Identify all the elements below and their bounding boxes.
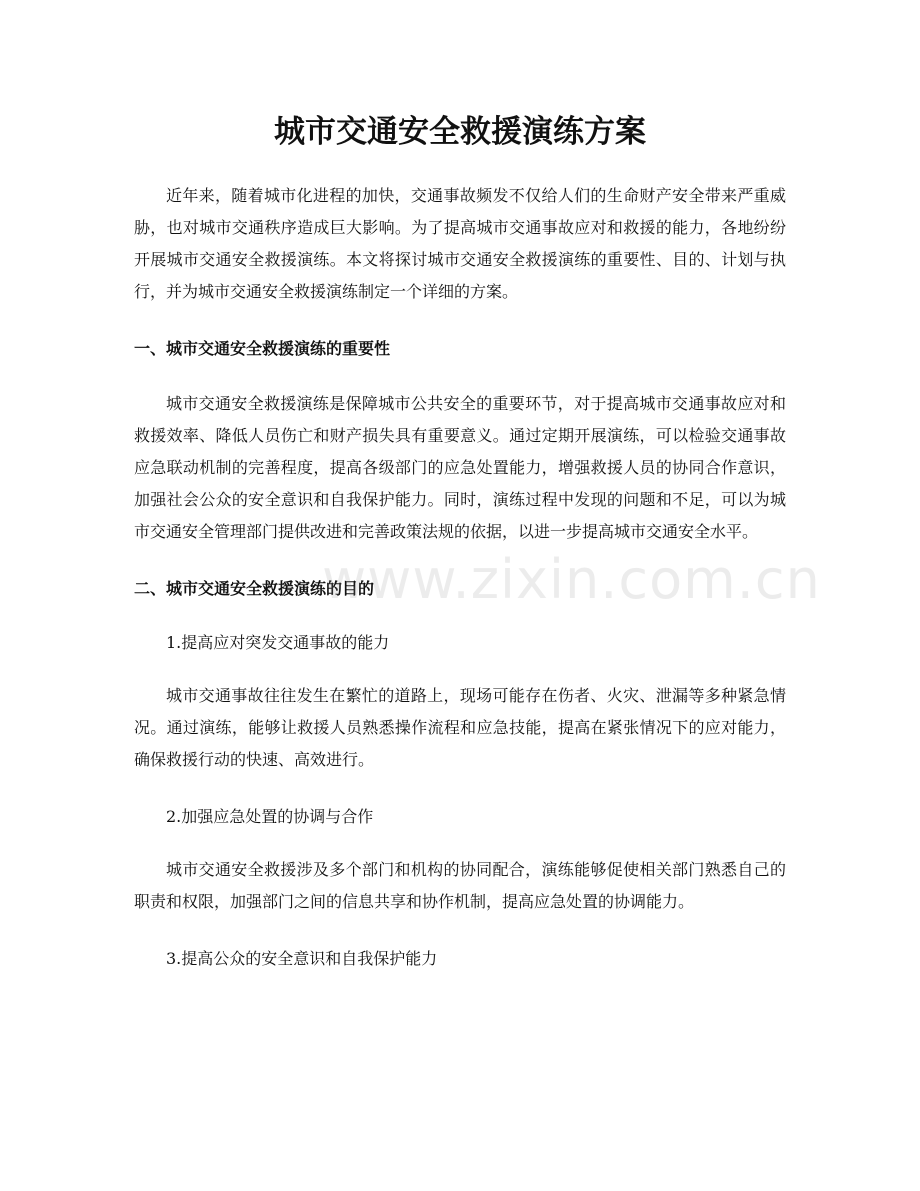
section-heading-purpose: 二、城市交通安全救援演练的目的 <box>134 579 375 598</box>
watermark: www.zixin.com.cn <box>322 548 821 611</box>
intro-paragraph: 近年来，随着城市化进程的加快，交通事故频发不仅给人们的生命财产安全带来严重威胁，也对城市交通秩序造成巨大影响。为了提高城市交通事故应对和救援的能力，各地纷纷开展城市交通安全救援演练。本文将探讨城市交通安全救援演练的重要性、目的、计划与执行，并为城市交通安全救援演练制定一个详细的方案。 <box>134 186 786 301</box>
section-heading-importance: 一、城市交通安全救援演练的重要性 <box>134 339 391 358</box>
subsection-heading-1: 1.提高应对突发交通事故的能力 <box>166 633 390 652</box>
document-title: 城市交通安全救援演练方案 <box>274 114 646 150</box>
subsection-paragraph-2: 城市交通安全救援涉及多个部门和机构的协同配合，演练能够促使相关部门熟悉自己的职责和权限，加强部门之间的信息共享和协作机制，提高应急处置的协调能力。 <box>134 860 786 911</box>
document-body <box>134 180 786 996</box>
subsection-heading-2: 2.加强应急处置的协调与合作 <box>166 807 374 826</box>
subsection-heading-3: 3.提高公众的安全意识和自我保护能力 <box>166 949 438 968</box>
subsection-paragraph-1: 城市交通事故往往发生在繁忙的道路上，现场可能存在伤者、火灾、泄漏等多种紧急情况。通过演练，能够让救援人员熟悉操作流程和应急技能，提高在紧张情况下的应对能力，确保救援行动的快速、高效进行。 <box>134 686 786 769</box>
section-paragraph-importance: 城市交通安全救援演练是保障城市公共安全的重要环节，对于提高城市交通事故应对和救援效率、降低人员伤亡和财产损失具有重要意义。通过定期开展演练，可以检验交通事故应急联动机制的完善程度，提高各级部门的应急处置能力，增强救援人员的协同合作意识，加强社会公众的安全意识和自我保护能力。同时，演练过程中发现的问题和不足，可以为城市交通安全管理部门提供改进和完善政策法规的依据，以进一步提高城市交通安全水平。 <box>134 394 786 541</box>
